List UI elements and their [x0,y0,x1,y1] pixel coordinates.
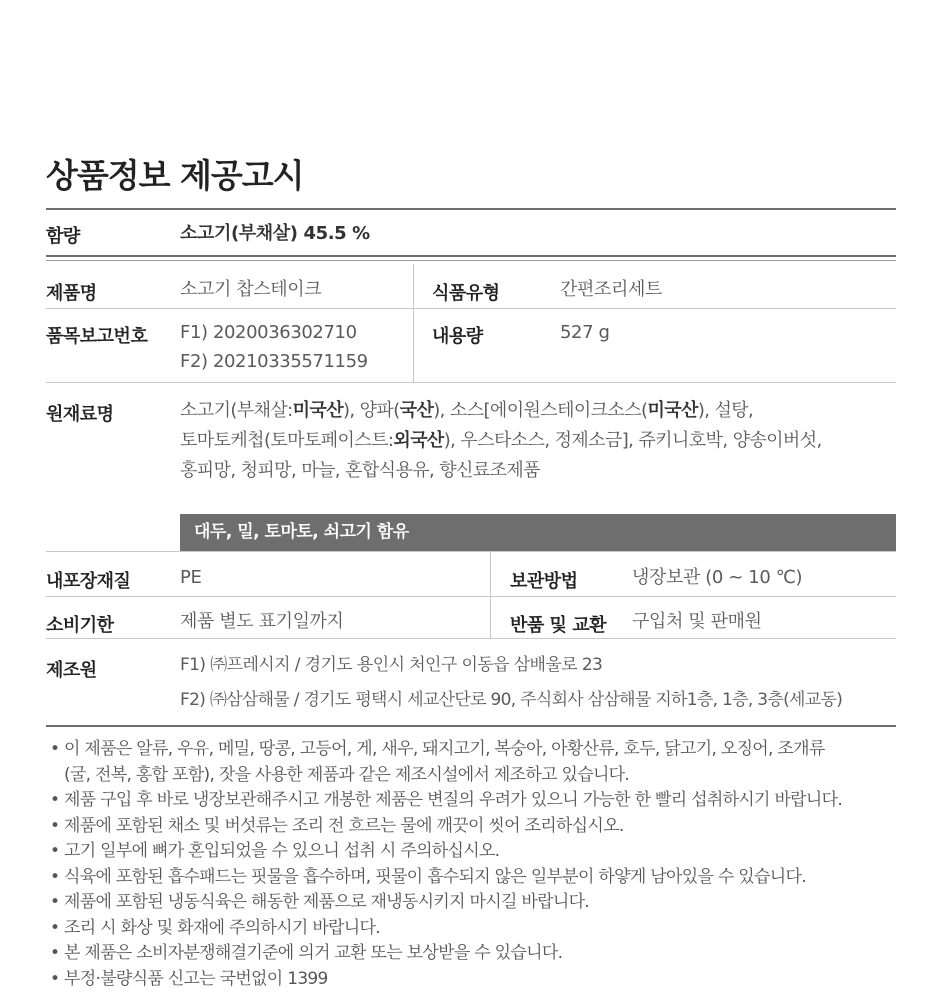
content-value: 소고기(부채살) 45.5 % [180,223,370,244]
volume-value: 527 g [560,322,610,343]
return-label: 반품 및 교환 [510,615,606,636]
row-divider [46,638,896,639]
row-divider [46,382,896,383]
packaging-value: PE [180,567,202,588]
ingredients-line-3: 홍피망, 청피망, 마늘, 혼합식용유, 향신료조제품 [180,460,540,481]
table-bottom-border [46,725,896,727]
allergy-banner: 대두, 밀, 토마토, 쇠고기 함유 [180,514,896,551]
list-item: • 제품에 포함된 냉동식육은 해동한 제품으로 재냉동시키지 마시길 바랍니다. [50,890,900,916]
list-item: (굴, 전복, 홍합 포함), 잣을 사용한 제품과 같은 제조시설에서 제조하고 있습니다. [64,764,630,785]
column-divider [413,264,414,382]
manufacturer-label: 제조원 [46,660,97,681]
double-divider [46,255,896,261]
list-item: • 식육에 포함된 흡수패드는 핏물을 흡수하며, 핏물이 흡수되지 않은 일부분이 하얗게 남아있을 수 있습니다. [50,865,900,891]
expiry-value: 제품 별도 표기일까지 [180,611,344,632]
food-type-label: 식품유형 [432,283,500,304]
expiry-label: 소비기한 [46,615,114,636]
notice-list [50,737,900,992]
food-type-value: 간편조리세트 [560,279,662,300]
row-divider [46,308,896,309]
report-number-value-1: F1) 2020036302710 [180,322,357,343]
page-title: 상품정보 제공고시 [46,156,304,195]
content-label: 함량 [46,226,80,247]
column-divider [490,552,491,638]
manufacturer-value-2: F2) ㈜삼삼해물 / 경기도 평택시 세교산단로 90, 주식회사 삼삼해물 지하1층, 1층, 3층(세교동) [180,690,843,710]
ingredients-label: 원재료명 [46,404,114,425]
table-top-border [46,208,896,210]
packaging-label: 내포장재질 [46,571,131,592]
product-name-label: 제품명 [46,283,97,304]
list-item: • 이 제품은 알류, 우유, 메밀, 땅콩, 고등어, 게, 새우, 돼지고기, 복숭아, 아황산류, 호두, 닭고기, 오징어, 조개류 [50,737,900,763]
return-value: 구입처 및 판매원 [632,611,762,632]
storage-value: 냉장보관 (0 ~ 10 ℃) [632,567,803,588]
manufacturer-value-1: F1) ㈜프레시지 / 경기도 용인시 처인구 이동읍 삼배울로 23 [180,655,603,675]
list-item: • 본 제품은 소비자분쟁해결기준에 의거 교환 또는 보상받을 수 있습니다. [50,941,900,967]
product-name-value: 소고기 찹스테이크 [180,279,322,300]
list-item: • 제품 구입 후 바로 냉장보관해주시고 개봉한 제품은 변질의 우려가 있으니 가능한 한 빨리 섭취하시기 바랍니다. [50,788,900,814]
list-item: • 조리 시 화상 및 화재에 주의하시기 바랍니다. [50,916,900,942]
list-item: • 고기 일부에 뼈가 혼입되었을 수 있으니 섭취 시 주의하십시오. [50,839,900,865]
row-divider [46,551,896,552]
list-item: • 부정·불량식품 신고는 국번없이 1399 [50,967,900,993]
ingredients-line-2: 토마토케첩(토마토페이스트:외국산), 우스타소스, 정제소금], 쥬키니호박, 양송이버섯, [180,430,822,451]
report-number-label: 품목보고번호 [46,326,148,347]
storage-label: 보관방법 [510,571,578,592]
ingredients-value [180,396,895,486]
ingredients-line-1: 소고기(부채살:미국산), 양파(국산), 소스[에이원스테이크소스(미국산), 설탕, [180,400,754,421]
list-item: • 제품에 포함된 채소 및 버섯류는 조리 전 흐르는 물에 깨끗이 씻어 조리하십시오. [50,814,900,840]
report-number-value-2: F2) 20210335571159 [180,351,368,372]
volume-label: 내용량 [432,326,483,347]
row-divider [46,596,896,597]
